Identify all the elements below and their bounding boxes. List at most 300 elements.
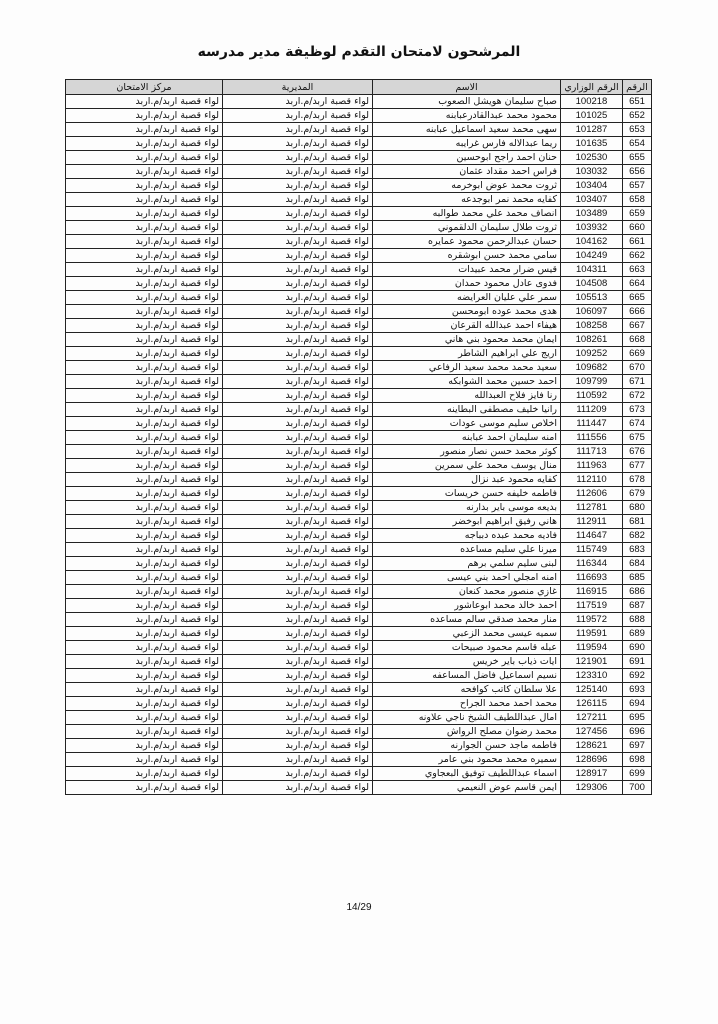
row-number: 687 <box>623 599 652 613</box>
table-row <box>66 151 652 165</box>
row-name: محمد رضوان مصلح الرواش <box>373 725 561 739</box>
row-directorate: لواء قصبة اربد/م.اربد <box>223 347 373 361</box>
row-name: هاني رفيق ابراهيم ابوخضر <box>373 515 561 529</box>
row-name: رانيا خليف مصطفى البطاينه <box>373 403 561 417</box>
table-row <box>66 235 652 249</box>
row-name: محمد احمد محمد الجراح <box>373 697 561 711</box>
row-name: غازي منصور محمد كنعان <box>373 585 561 599</box>
row-exam-center: لواء قصبة اربد/م.اربد <box>66 543 223 557</box>
row-name: سميه عيسى محمد الزعبي <box>373 627 561 641</box>
table-row <box>66 711 652 725</box>
table-row <box>66 431 652 445</box>
row-directorate: لواء قصبة اربد/م.اربد <box>223 291 373 305</box>
row-name: كفايه محمود عبد نزال <box>373 473 561 487</box>
row-exam-center: لواء قصبة اربد/م.اربد <box>66 683 223 697</box>
row-exam-center: لواء قصبة اربد/م.اربد <box>66 347 223 361</box>
row-number: 684 <box>623 557 652 571</box>
table-row <box>66 123 652 137</box>
row-national-number: 117519 <box>561 599 623 613</box>
table-row <box>66 263 652 277</box>
row-number: 658 <box>623 193 652 207</box>
row-national-number: 115749 <box>561 543 623 557</box>
row-number: 664 <box>623 277 652 291</box>
row-number: 678 <box>623 473 652 487</box>
row-national-number: 119591 <box>561 627 623 641</box>
row-name: اريج علي ابراهيم الشاطر <box>373 347 561 361</box>
row-exam-center: لواء قصبة اربد/م.اربد <box>66 767 223 781</box>
table-row <box>66 725 652 739</box>
row-exam-center: لواء قصبة اربد/م.اربد <box>66 445 223 459</box>
row-exam-center: لواء قصبة اربد/م.اربد <box>66 207 223 221</box>
row-directorate: لواء قصبة اربد/م.اربد <box>223 95 373 109</box>
row-name: محمود محمد عبدالقادرعبابنه <box>373 109 561 123</box>
row-national-number: 104311 <box>561 263 623 277</box>
row-directorate: لواء قصبة اربد/م.اربد <box>223 641 373 655</box>
row-name: اسماء عبداللطيف توفيق البعجاوي <box>373 767 561 781</box>
row-number: 681 <box>623 515 652 529</box>
row-directorate: لواء قصبة اربد/م.اربد <box>223 543 373 557</box>
row-national-number: 103032 <box>561 165 623 179</box>
row-number: 661 <box>623 235 652 249</box>
row-name: فاطمه خليفه حسن خريسات <box>373 487 561 501</box>
row-number: 665 <box>623 291 652 305</box>
row-exam-center: لواء قصبة اربد/م.اربد <box>66 403 223 417</box>
table-row <box>66 249 652 263</box>
row-number: 677 <box>623 459 652 473</box>
row-number: 651 <box>623 95 652 109</box>
row-national-number: 109799 <box>561 375 623 389</box>
row-exam-center: لواء قصبة اربد/م.اربد <box>66 781 223 795</box>
row-directorate: لواء قصبة اربد/م.اربد <box>223 655 373 669</box>
row-directorate: لواء قصبة اربد/م.اربد <box>223 669 373 683</box>
row-directorate: لواء قصبة اربد/م.اربد <box>223 333 373 347</box>
table-row <box>66 137 652 151</box>
row-national-number: 114647 <box>561 529 623 543</box>
header-num: الرقم <box>623 80 652 95</box>
row-directorate: لواء قصبة اربد/م.اربد <box>223 473 373 487</box>
row-name: ايات ذياب باير خريس <box>373 655 561 669</box>
row-exam-center: لواء قصبة اربد/م.اربد <box>66 221 223 235</box>
row-directorate: لواء قصبة اربد/م.اربد <box>223 277 373 291</box>
row-number: 674 <box>623 417 652 431</box>
row-directorate: لواء قصبة اربد/م.اربد <box>223 571 373 585</box>
header-name: الاسم <box>373 80 561 95</box>
row-name: احمد حسين محمد الشوابكه <box>373 375 561 389</box>
row-number: 669 <box>623 347 652 361</box>
row-exam-center: لواء قصبة اربد/م.اربد <box>66 501 223 515</box>
table-row <box>66 599 652 613</box>
row-exam-center: لواء قصبة اربد/م.اربد <box>66 165 223 179</box>
row-exam-center: لواء قصبة اربد/م.اربد <box>66 529 223 543</box>
row-name: عبله قاسم محمود صبيحات <box>373 641 561 655</box>
row-number: 672 <box>623 389 652 403</box>
row-exam-center: لواء قصبة اربد/م.اربد <box>66 627 223 641</box>
row-name: علا سلطان كاتب كوافحه <box>373 683 561 697</box>
row-national-number: 125140 <box>561 683 623 697</box>
table-row <box>66 361 652 375</box>
row-name: سميره محمد محمود بني عامر <box>373 753 561 767</box>
row-national-number: 104508 <box>561 277 623 291</box>
row-national-number: 121901 <box>561 655 623 669</box>
row-exam-center: لواء قصبة اربد/م.اربد <box>66 319 223 333</box>
row-name: حسان عبدالرحمن محمود عمايره <box>373 235 561 249</box>
row-name: فاديه محمد عبده دبباجه <box>373 529 561 543</box>
row-exam-center: لواء قصبة اربد/م.اربد <box>66 123 223 137</box>
row-national-number: 101635 <box>561 137 623 151</box>
row-number: 697 <box>623 739 652 753</box>
table-row <box>66 767 652 781</box>
table-row <box>66 347 652 361</box>
row-national-number: 104162 <box>561 235 623 249</box>
row-directorate: لواء قصبة اربد/م.اربد <box>223 193 373 207</box>
row-directorate: لواء قصبة اربد/م.اربد <box>223 179 373 193</box>
row-name: ثروت محمد عوض ابوخرمه <box>373 179 561 193</box>
row-name: نسيم اسماعيل فاضل المساعفه <box>373 669 561 683</box>
row-exam-center: لواء قصبة اربد/م.اربد <box>66 137 223 151</box>
row-number: 656 <box>623 165 652 179</box>
row-number: 694 <box>623 697 652 711</box>
row-number: 695 <box>623 711 652 725</box>
row-number: 689 <box>623 627 652 641</box>
row-exam-center: لواء قصبة اربد/م.اربد <box>66 193 223 207</box>
table-row <box>66 165 652 179</box>
row-number: 655 <box>623 151 652 165</box>
row-name: ايمان محمد محمود بني هاني <box>373 333 561 347</box>
row-directorate: لواء قصبة اربد/م.اربد <box>223 725 373 739</box>
row-number: 693 <box>623 683 652 697</box>
table-row <box>66 515 652 529</box>
row-name: امال عبداللطيف الشيخ ناجي علاونه <box>373 711 561 725</box>
row-directorate: لواء قصبة اربد/م.اربد <box>223 249 373 263</box>
table-row <box>66 473 652 487</box>
page-title: المرشحون لامتحان التقدم لوظيفة مدير مدرسه <box>197 44 521 60</box>
row-name: قيس ضرار محمد عبيدات <box>373 263 561 277</box>
row-number: 675 <box>623 431 652 445</box>
row-name: سامي محمد حسن ابوشقره <box>373 249 561 263</box>
row-exam-center: لواء قصبة اربد/م.اربد <box>66 417 223 431</box>
row-national-number: 127211 <box>561 711 623 725</box>
row-number: 679 <box>623 487 652 501</box>
table-header-row <box>66 80 652 95</box>
table-row <box>66 305 652 319</box>
row-name: بديعه موسى باير بدارنه <box>373 501 561 515</box>
table-row <box>66 655 652 669</box>
row-number: 654 <box>623 137 652 151</box>
row-exam-center: لواء قصبة اربد/م.اربد <box>66 263 223 277</box>
row-number: 671 <box>623 375 652 389</box>
table-row <box>66 753 652 767</box>
row-directorate: لواء قصبة اربد/م.اربد <box>223 123 373 137</box>
table-row <box>66 627 652 641</box>
row-national-number: 100218 <box>561 95 623 109</box>
row-exam-center: لواء قصبة اربد/م.اربد <box>66 431 223 445</box>
row-exam-center: لواء قصبة اربد/م.اربد <box>66 641 223 655</box>
row-exam-center: لواء قصبة اربد/م.اربد <box>66 711 223 725</box>
row-name: سعيد محمد محمد سعيد الرفاعي <box>373 361 561 375</box>
row-number: 698 <box>623 753 652 767</box>
row-number: 668 <box>623 333 652 347</box>
row-name: فدوى عادل محمود حمدان <box>373 277 561 291</box>
table-row <box>66 543 652 557</box>
row-national-number: 116344 <box>561 557 623 571</box>
header-exam-center: مركز الامتحان <box>66 80 223 95</box>
row-national-number: 116693 <box>561 571 623 585</box>
row-national-number: 119594 <box>561 641 623 655</box>
row-directorate: لواء قصبة اربد/م.اربد <box>223 221 373 235</box>
row-national-number: 109252 <box>561 347 623 361</box>
row-directorate: لواء قصبة اربد/م.اربد <box>223 753 373 767</box>
table-row <box>66 445 652 459</box>
row-exam-center: لواء قصبة اربد/م.اربد <box>66 669 223 683</box>
row-number: 682 <box>623 529 652 543</box>
row-number: 670 <box>623 361 652 375</box>
row-name: احمد خالد محمد ابوعاشور <box>373 599 561 613</box>
row-number: 691 <box>623 655 652 669</box>
table-row <box>66 277 652 291</box>
table-row <box>66 739 652 753</box>
candidates-table <box>65 79 652 795</box>
row-exam-center: لواء قصبة اربد/م.اربد <box>66 459 223 473</box>
row-name: لبنى سليم سلمي برهم <box>373 557 561 571</box>
row-number: 653 <box>623 123 652 137</box>
row-directorate: لواء قصبة اربد/م.اربد <box>223 361 373 375</box>
table-row <box>66 529 652 543</box>
table-row <box>66 193 652 207</box>
row-directorate: لواء قصبة اربد/م.اربد <box>223 151 373 165</box>
row-exam-center: لواء قصبة اربد/م.اربد <box>66 249 223 263</box>
row-directorate: لواء قصبة اربد/م.اربد <box>223 459 373 473</box>
row-directorate: لواء قصبة اربد/م.اربد <box>223 109 373 123</box>
row-exam-center: لواء قصبة اربد/م.اربد <box>66 725 223 739</box>
row-national-number: 128621 <box>561 739 623 753</box>
row-name: صباح سليمان هويشل الصعوب <box>373 95 561 109</box>
row-directorate: لواء قصبة اربد/م.اربد <box>223 445 373 459</box>
row-directorate: لواء قصبة اربد/م.اربد <box>223 781 373 795</box>
row-exam-center: لواء قصبة اربد/م.اربد <box>66 333 223 347</box>
row-directorate: لواء قصبة اربد/م.اربد <box>223 375 373 389</box>
row-name: كوثر محمد حسن نصار منصور <box>373 445 561 459</box>
row-national-number: 119572 <box>561 613 623 627</box>
row-number: 685 <box>623 571 652 585</box>
row-exam-center: لواء قصبة اربد/م.اربد <box>66 95 223 109</box>
row-number: 683 <box>623 543 652 557</box>
row-national-number: 105513 <box>561 291 623 305</box>
table-row <box>66 109 652 123</box>
row-national-number: 128696 <box>561 753 623 767</box>
table-row <box>66 683 652 697</box>
row-national-number: 123310 <box>561 669 623 683</box>
row-directorate: لواء قصبة اربد/م.اربد <box>223 403 373 417</box>
row-name: هيفاء احمد عبدالله القرعان <box>373 319 561 333</box>
row-exam-center: لواء قصبة اربد/م.اربد <box>66 473 223 487</box>
table-row <box>66 207 652 221</box>
table-row <box>66 613 652 627</box>
table-row <box>66 333 652 347</box>
row-exam-center: لواء قصبة اربد/م.اربد <box>66 109 223 123</box>
row-number: 680 <box>623 501 652 515</box>
row-national-number: 112110 <box>561 473 623 487</box>
row-number: 659 <box>623 207 652 221</box>
row-exam-center: لواء قصبة اربد/م.اربد <box>66 291 223 305</box>
row-national-number: 106097 <box>561 305 623 319</box>
row-name: رنا فايز فلاح العبدالله <box>373 389 561 403</box>
row-exam-center: لواء قصبة اربد/م.اربد <box>66 655 223 669</box>
row-national-number: 126115 <box>561 697 623 711</box>
row-directorate: لواء قصبة اربد/م.اربد <box>223 263 373 277</box>
row-exam-center: لواء قصبة اربد/م.اربد <box>66 739 223 753</box>
row-number: 657 <box>623 179 652 193</box>
row-number: 699 <box>623 767 652 781</box>
row-number: 663 <box>623 263 652 277</box>
table-row <box>66 375 652 389</box>
row-number: 652 <box>623 109 652 123</box>
row-name: ميرنا علي سليم مساعده <box>373 543 561 557</box>
row-exam-center: لواء قصبة اربد/م.اربد <box>66 389 223 403</box>
row-national-number: 103407 <box>561 193 623 207</box>
table-row <box>66 319 652 333</box>
row-name: ثروت طلال سليمان الدلقموني <box>373 221 561 235</box>
row-exam-center: لواء قصبة اربد/م.اربد <box>66 697 223 711</box>
row-directorate: لواء قصبة اربد/م.اربد <box>223 739 373 753</box>
row-number: 686 <box>623 585 652 599</box>
row-exam-center: لواء قصبة اربد/م.اربد <box>66 599 223 613</box>
row-directorate: لواء قصبة اربد/م.اربد <box>223 431 373 445</box>
table-row <box>66 459 652 473</box>
table-row <box>66 403 652 417</box>
row-national-number: 112781 <box>561 501 623 515</box>
row-national-number: 103404 <box>561 179 623 193</box>
row-directorate: لواء قصبة اربد/م.اربد <box>223 165 373 179</box>
row-directorate: لواء قصبة اربد/م.اربد <box>223 137 373 151</box>
row-name: انصاف محمد علي محمد طوالبه <box>373 207 561 221</box>
row-national-number: 109682 <box>561 361 623 375</box>
row-directorate: لواء قصبة اربد/م.اربد <box>223 389 373 403</box>
row-exam-center: لواء قصبة اربد/م.اربد <box>66 585 223 599</box>
row-name: اخلاص سليم موسى عودات <box>373 417 561 431</box>
row-national-number: 111447 <box>561 417 623 431</box>
row-exam-center: لواء قصبة اربد/م.اربد <box>66 613 223 627</box>
row-name: امنه سليمان احمد عبابنه <box>373 431 561 445</box>
row-directorate: لواء قصبة اربد/م.اربد <box>223 305 373 319</box>
row-directorate: لواء قصبة اربد/م.اربد <box>223 515 373 529</box>
row-exam-center: لواء قصبة اربد/م.اربد <box>66 557 223 571</box>
row-directorate: لواء قصبة اربد/م.اربد <box>223 627 373 641</box>
row-directorate: لواء قصبة اربد/م.اربد <box>223 599 373 613</box>
row-number: 666 <box>623 305 652 319</box>
row-number: 662 <box>623 249 652 263</box>
row-national-number: 108258 <box>561 319 623 333</box>
row-national-number: 128917 <box>561 767 623 781</box>
row-exam-center: لواء قصبة اربد/م.اربد <box>66 277 223 291</box>
header-national-number: الرقم الوزاري <box>561 80 623 95</box>
table-row <box>66 557 652 571</box>
row-national-number: 129306 <box>561 781 623 795</box>
row-directorate: لواء قصبة اربد/م.اربد <box>223 529 373 543</box>
row-directorate: لواء قصبة اربد/م.اربد <box>223 613 373 627</box>
row-number: 690 <box>623 641 652 655</box>
table-row <box>66 571 652 585</box>
row-number: 700 <box>623 781 652 795</box>
table-row <box>66 389 652 403</box>
row-national-number: 102530 <box>561 151 623 165</box>
row-directorate: لواء قصبة اربد/م.اربد <box>223 585 373 599</box>
row-exam-center: لواء قصبة اربد/م.اربد <box>66 375 223 389</box>
table-row <box>66 585 652 599</box>
table-row <box>66 221 652 235</box>
row-national-number: 111963 <box>561 459 623 473</box>
row-national-number: 110592 <box>561 389 623 403</box>
row-name: فراس احمد مقداد عثمان <box>373 165 561 179</box>
row-number: 676 <box>623 445 652 459</box>
row-exam-center: لواء قصبة اربد/م.اربد <box>66 515 223 529</box>
row-exam-center: لواء قصبة اربد/م.اربد <box>66 361 223 375</box>
row-name: سمر علي عليان العرايضه <box>373 291 561 305</box>
row-number: 660 <box>623 221 652 235</box>
table-row <box>66 641 652 655</box>
table-row <box>66 669 652 683</box>
row-exam-center: لواء قصبة اربد/م.اربد <box>66 235 223 249</box>
row-national-number: 104249 <box>561 249 623 263</box>
row-name: ايمن قاسم عوض النعيمي <box>373 781 561 795</box>
row-exam-center: لواء قصبة اربد/م.اربد <box>66 571 223 585</box>
row-national-number: 111713 <box>561 445 623 459</box>
row-exam-center: لواء قصبة اربد/م.اربد <box>66 753 223 767</box>
row-name: هدى محمد عوده ابومحسن <box>373 305 561 319</box>
row-exam-center: لواء قصبة اربد/م.اربد <box>66 151 223 165</box>
row-directorate: لواء قصبة اربد/م.اربد <box>223 235 373 249</box>
row-directorate: لواء قصبة اربد/م.اربد <box>223 417 373 431</box>
row-directorate: لواء قصبة اربد/م.اربد <box>223 767 373 781</box>
row-number: 667 <box>623 319 652 333</box>
table-row <box>66 417 652 431</box>
row-exam-center: لواء قصبة اربد/م.اربد <box>66 487 223 501</box>
row-exam-center: لواء قصبة اربد/م.اربد <box>66 179 223 193</box>
row-directorate: لواء قصبة اربد/م.اربد <box>223 711 373 725</box>
table-row <box>66 95 652 109</box>
row-directorate: لواء قصبة اربد/م.اربد <box>223 207 373 221</box>
row-directorate: لواء قصبة اربد/م.اربد <box>223 683 373 697</box>
row-name: فاطمه ماجد حسن الجوارنه <box>373 739 561 753</box>
row-exam-center: لواء قصبة اربد/م.اربد <box>66 305 223 319</box>
row-directorate: لواء قصبة اربد/م.اربد <box>223 487 373 501</box>
row-directorate: لواء قصبة اربد/م.اربد <box>223 501 373 515</box>
row-directorate: لواء قصبة اربد/م.اربد <box>223 557 373 571</box>
row-name: منال يوسف محمد علي سمرين <box>373 459 561 473</box>
row-national-number: 116915 <box>561 585 623 599</box>
table-row <box>66 291 652 305</box>
row-name: منار محمد صدقي سالم مساعده <box>373 613 561 627</box>
row-name: سهى محمد سعيد اسماعيل عبابنه <box>373 123 561 137</box>
row-directorate: لواء قصبة اربد/م.اربد <box>223 697 373 711</box>
page-number: 14/29 <box>346 902 372 913</box>
row-name: ريما عبدالاله فارس غرايبه <box>373 137 561 151</box>
table-row <box>66 487 652 501</box>
row-national-number: 108261 <box>561 333 623 347</box>
row-number: 673 <box>623 403 652 417</box>
row-number: 688 <box>623 613 652 627</box>
table-row <box>66 781 652 795</box>
row-national-number: 112911 <box>561 515 623 529</box>
row-name: كفايه محمد نمر ابوجدعه <box>373 193 561 207</box>
row-name: حنان احمد راجح ابوحسين <box>373 151 561 165</box>
row-national-number: 111556 <box>561 431 623 445</box>
row-number: 696 <box>623 725 652 739</box>
row-directorate: لواء قصبة اربد/م.اربد <box>223 319 373 333</box>
row-name: امنه امجلي احمد بني عيسى <box>373 571 561 585</box>
row-national-number: 101025 <box>561 109 623 123</box>
row-number: 692 <box>623 669 652 683</box>
table-row <box>66 179 652 193</box>
